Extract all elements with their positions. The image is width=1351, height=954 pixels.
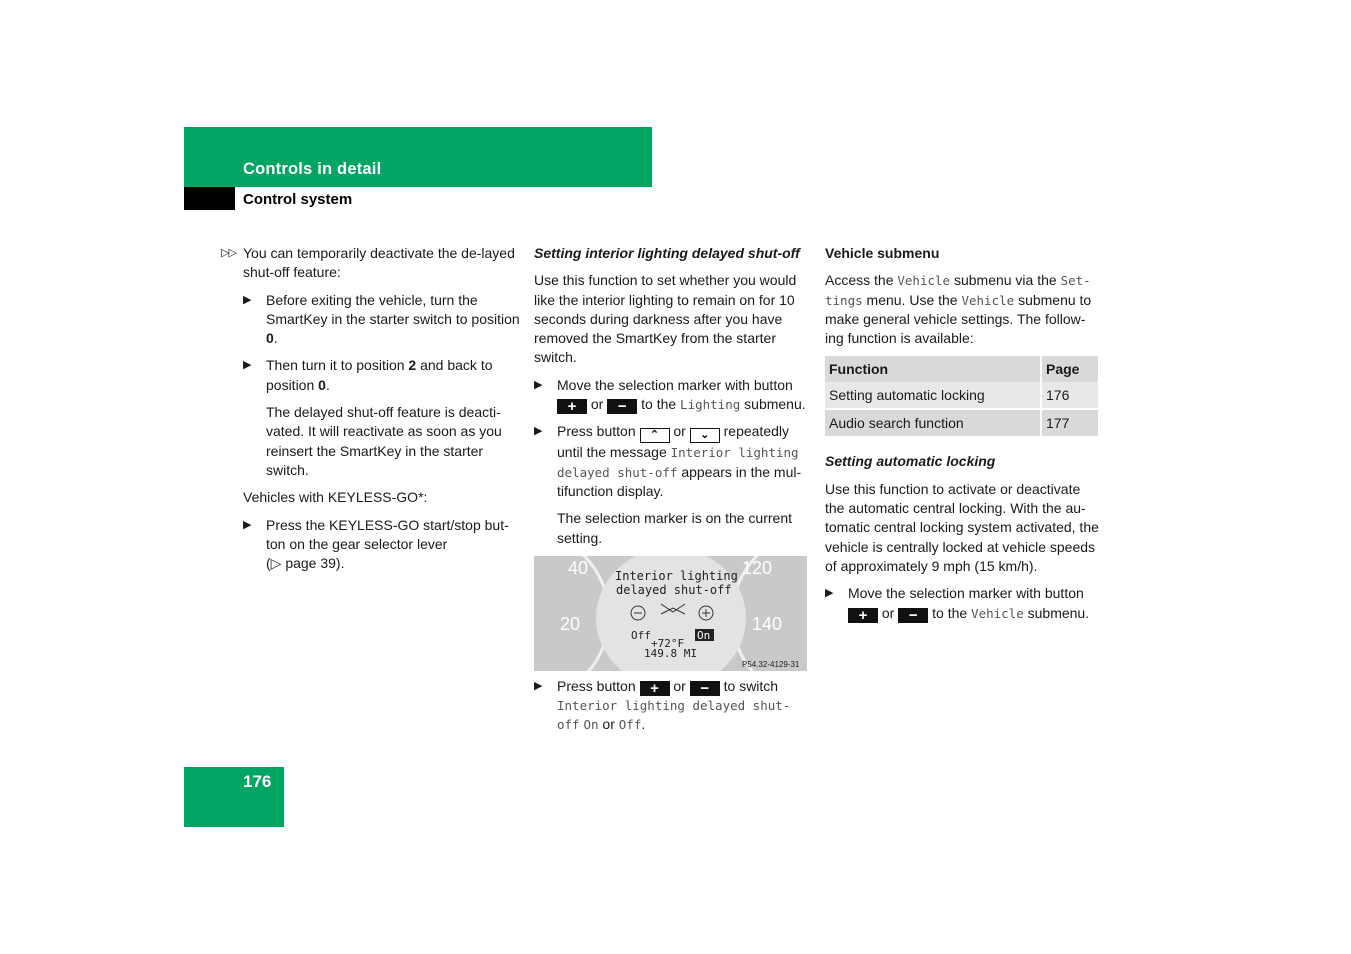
col1-step-2: ▶ Then turn it to position 2 and back to position 0. xyxy=(243,357,493,393)
table-cell-function: Audio search function xyxy=(825,408,1040,436)
column-3 xyxy=(825,244,1101,631)
minus-button-icon: − xyxy=(898,608,928,623)
scroll-up-button-icon: ⌃ xyxy=(640,428,670,443)
page-number: 176 xyxy=(243,772,272,791)
col1-step-3: ▶ Press the KEYLESS-GO start/stop but-ton on the gear selector lever (▷ page 39). xyxy=(243,516,509,572)
instrument-cluster-illustration xyxy=(534,556,807,671)
gauge-label-right-top: 120 xyxy=(742,557,773,578)
table-row xyxy=(825,382,1098,408)
table-header-row xyxy=(825,356,1098,382)
step-arrow-icon: ▶ xyxy=(243,359,252,372)
col1-step-1: ▶ Before exiting the vehicle, turn the SmartKey in the starter switch to position 0. xyxy=(243,291,520,347)
table-cell-function: Setting automatic locking xyxy=(825,382,1040,408)
col2-step-1: ▶ Move the selection marker with button + or − to the Lighting submenu. xyxy=(534,376,806,416)
plus-button-icon: + xyxy=(640,681,670,696)
col1-keyless-note: Vehicles with KEYLESS-GO*: xyxy=(243,489,428,506)
col2-heading: Setting interior lighting delayed shut-off xyxy=(534,245,800,261)
continued-icon: ▷▷ xyxy=(221,247,236,259)
col1-intro: ▷▷ You can temporarily deactivate the de-layed shut-off feature: xyxy=(221,245,515,281)
gauge-label-right-bottom: 140 xyxy=(752,613,783,634)
scroll-down-button-icon: ⌄ xyxy=(690,428,720,443)
plus-button-icon: + xyxy=(557,399,587,414)
table-header-function: Function xyxy=(825,356,1040,382)
gauge-label-left-bottom: 20 xyxy=(560,613,581,634)
display-odometer: 149.8 MI xyxy=(644,646,697,660)
instrument-cluster-figure xyxy=(534,556,807,671)
table-row xyxy=(825,408,1098,436)
col3-intro: Access the Vehicle submenu via the Set-tings menu. Use the Vehicle submenu to make general vehicle settings. The follow-ing function is available: xyxy=(825,272,1092,347)
step-arrow-icon: ▶ xyxy=(534,679,543,692)
plus-button-icon: + xyxy=(848,608,878,623)
col2-step-2: ▶ Press button ⌃ or ⌄ repeatedly until the message Interior lighting delayed shut-off appears in the mul-tifunction display. xyxy=(534,423,802,499)
table-cell-page: 177 xyxy=(1040,408,1098,436)
column-2 xyxy=(534,244,810,743)
display-line-1: Interior lighting xyxy=(615,568,738,583)
col2-step-3: ▶ Press button + or − to switch Interior lighting delayed shut-off On or Off. xyxy=(534,677,791,733)
col1-result: The delayed shut-off feature is deacti-vated. It will reactivate as soon as you reinsert the SmartKey in the starter switch. xyxy=(266,404,502,478)
col2-intro: Use this function to set whether you would like the interior lighting to remain on for 10 seconds during darkness after you have removed the SmartKey from the starter switch. xyxy=(534,272,797,366)
page-reference: (▷ page 39). xyxy=(266,555,345,572)
table-header-page: Page xyxy=(1040,356,1098,382)
section-marker xyxy=(184,187,235,210)
gauge-label-left-top: 40 xyxy=(568,557,589,578)
minus-button-icon: − xyxy=(607,399,637,414)
step-arrow-icon: ▶ xyxy=(534,378,543,391)
col3-step-1: ▶ Move the selection marker with button + or − to the Vehicle submenu. xyxy=(825,585,1090,624)
display-line-2: delayed shut-off xyxy=(616,582,732,597)
display-temperature: +72°F xyxy=(651,636,685,650)
step-arrow-icon: ▶ xyxy=(243,518,252,531)
step-arrow-icon: ▶ xyxy=(243,293,252,306)
col3-heading: Vehicle submenu xyxy=(825,245,940,261)
function-table xyxy=(825,356,1098,436)
step-arrow-icon: ▶ xyxy=(534,425,543,438)
figure-reference: P54.32-4129-31 xyxy=(742,659,800,669)
display-on-label: On xyxy=(697,628,711,642)
column-1 xyxy=(221,244,523,581)
display-off-label: Off xyxy=(631,628,651,642)
col3-body-2: Use this function to activate or deactivate the automatic central locking. With the au-tomatic central locking system activated, the vehicle is centrally locked at vehicle speeds of approximately 9 mph (15 km/h). xyxy=(825,480,1099,574)
col2-result: The selection marker is on the current setting. xyxy=(557,510,792,546)
chapter-title: Controls in detail xyxy=(243,160,382,178)
table-cell-page: 176 xyxy=(1040,382,1098,408)
step-arrow-icon: ▶ xyxy=(825,587,834,600)
section-title: Control system xyxy=(243,191,353,208)
minus-button-icon: − xyxy=(690,681,720,696)
col3-heading-2: Setting automatic locking xyxy=(825,453,996,470)
